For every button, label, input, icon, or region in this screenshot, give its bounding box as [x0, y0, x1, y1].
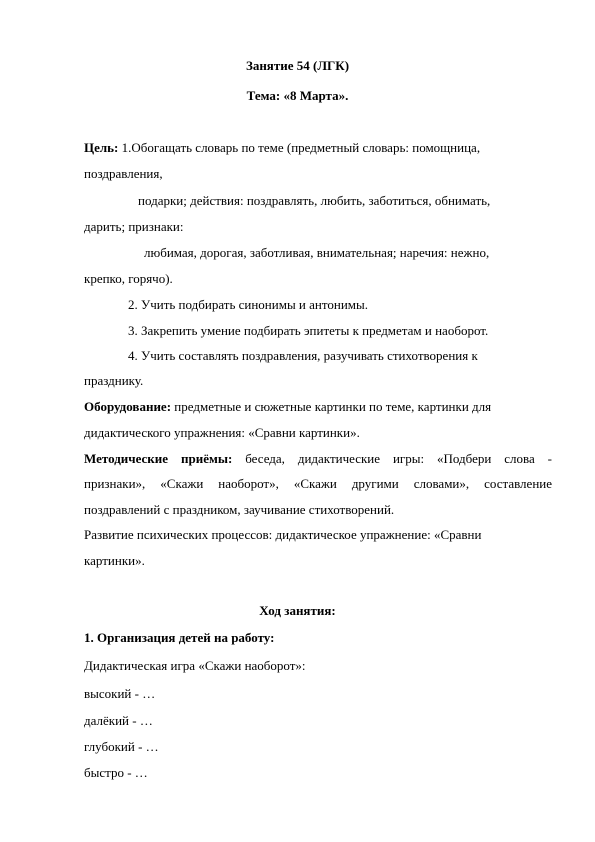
goal-line-4: дарить; признаки: — [84, 219, 184, 234]
goal-line-1 — [84, 140, 480, 156]
methods-label: Методические приёмы: — [84, 451, 233, 466]
list-item: быстро - … — [84, 765, 148, 780]
goal-item-2: 2. Учить подбирать синонимы и антонимы. — [128, 297, 368, 312]
equipment-text-1: предметные и сюжетные картинки по теме, картинки для — [171, 399, 492, 414]
list-item: глубокий - … — [84, 739, 159, 754]
list-item: далёкий - … — [84, 713, 153, 728]
equipment-line-1 — [84, 399, 491, 415]
goal-line-6: крепко, горячо). — [84, 271, 173, 286]
goal-line-5: любимая, дорогая, заботливая, внимательная; наречия: нежно, — [144, 245, 490, 260]
goal-item-3: 3. Закрепить умение подбирать эпитеты к предметам и наоборот. — [128, 323, 489, 338]
course-section-1: 1. Организация детей на работу: — [84, 630, 275, 645]
methods-text-1: беседа, дидактические игры: «Подбери слова - — [232, 451, 552, 466]
course-title: Ход занятия: — [259, 603, 336, 618]
list-item: высокий - … — [84, 686, 156, 701]
goal-line-3: подарки; действия: поздравлять, любить, заботиться, обнимать, — [138, 193, 491, 208]
development-line-1: Развитие психических процессов: дидактическое упражнение: «Сравни — [84, 527, 482, 542]
development-line-2: картинки». — [84, 553, 145, 568]
methods-line-1 — [84, 451, 552, 467]
goal-text-1: 1.Обогащать словарь по теме (предметный словарь: помощница, — [118, 140, 481, 155]
goal-item-4a: 4. Учить составлять поздравления, разучивать стихотворения к — [128, 348, 478, 363]
equipment-line-2: дидактического упражнения: «Сравни картинки». — [84, 425, 360, 440]
methods-line-2 — [84, 476, 552, 492]
goal-line-2: поздравления, — [84, 166, 163, 181]
lesson-topic: Тема: «8 Марта». — [246, 88, 349, 103]
methods-text-2: признаки», «Скажи наоборот», «Скажи другими словами», составление — [84, 476, 552, 491]
methods-line-3: поздравлений с праздником, заучивание стихотворений. — [84, 502, 395, 517]
equipment-label: Оборудование: — [84, 399, 172, 414]
goal-label: Цель: — [84, 140, 119, 155]
lesson-title: Занятие 54 (ЛГК) — [245, 58, 350, 73]
course-game: Дидактическая игра «Скажи наоборот»: — [84, 658, 306, 673]
goal-item-4b: празднику. — [84, 373, 144, 388]
